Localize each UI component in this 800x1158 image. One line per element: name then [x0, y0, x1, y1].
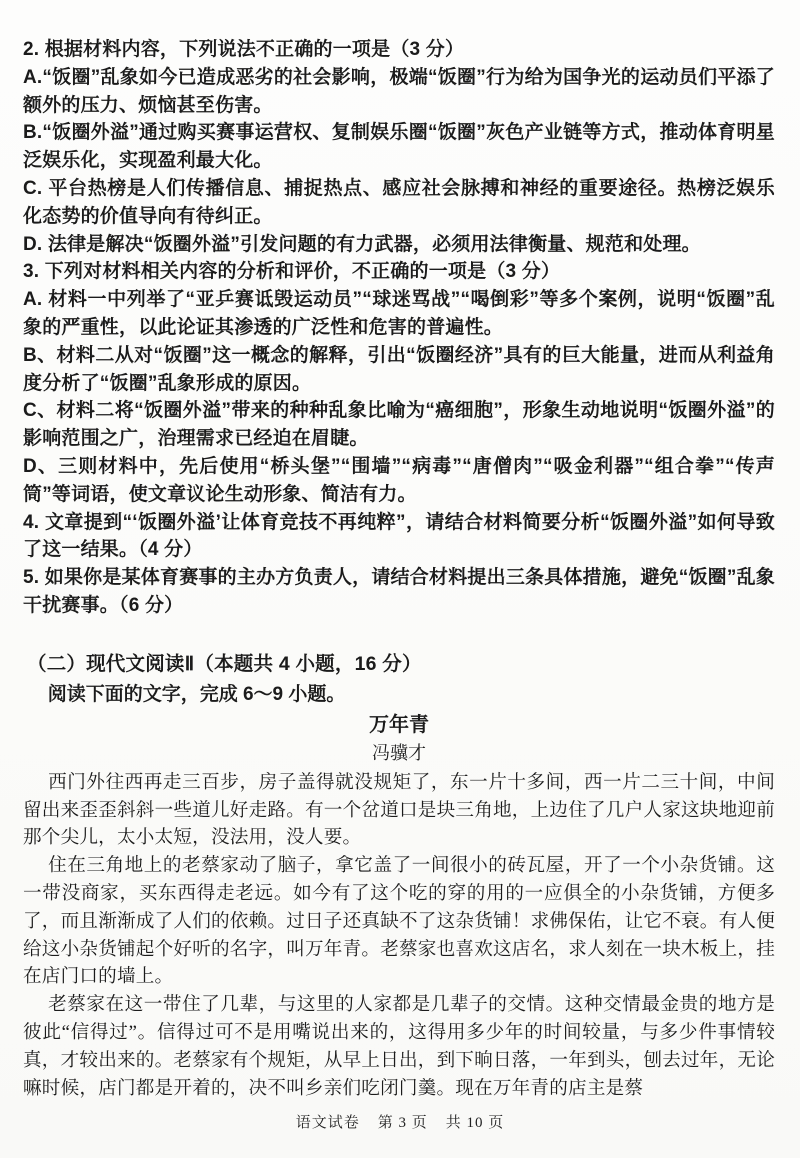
question-5-text: 如果你是某体育赛事的主办方负责人，请结合材料提出三条具体措施，避免“饭圈”乱象干扰赛事。（6 分）	[23, 567, 775, 616]
passage-paragraph-3: 老蔡家在这一带住了几辈，与这里的人家都是几辈子的交情。这种交情最金贵的地方是彼此“信得过”。信得过可不是用嘴说出来的，这得用多少年的时间较量，与多少件事情较真，才较出来的。老蔡家有个规矩，从早上日出，到下晌日落，一年到头，刨去过年，无论嘛时候，店门都是开着的，决不叫乡亲们吃闭门羹。现在万年青的店主是蔡	[23, 994, 775, 1099]
question-2-option-c	[23, 175, 775, 231]
question-3-stem-text: 下列对材料相关内容的分析和评价，不正确的一项是（3 分）	[39, 261, 561, 283]
option-a-text: 材料一中列举了“亚乒赛诋毁运动员”“球迷骂战”“喝倒彩”等多个案例，说明“饭圈”乱象的严重性，以此论证其渗透的广泛性和危害的普遍性。	[23, 289, 775, 338]
passage-author: 冯骥才	[372, 742, 426, 763]
option-b-label: B、	[23, 344, 57, 366]
page-footer	[0, 1111, 800, 1132]
reading-instruction: 阅读下面的文字，完成 6～9 小题。	[47, 683, 346, 705]
option-c-label: C.	[23, 177, 43, 199]
footer-page-total: 共 10 页	[445, 1115, 505, 1131]
question-4-text: 文章提到“‘饭圈外溢’让体育竞技不再纯粹”，请结合材料简要分析“饭圈外溢”如何导致了这一结果。（4 分）	[23, 511, 775, 561]
option-c-text: 材料二将“饭圈外溢”带来的种种乱象比喻为“癌细胞”，形象生动地说明“饭圈外溢”的影响范围之广，治理需求已经迫在眉睫。	[23, 400, 775, 450]
question-2-number: 2.	[23, 39, 40, 60]
passage-title: 万年青	[369, 713, 429, 736]
question-3-number: 3.	[23, 261, 40, 283]
question-2-option-b	[23, 119, 775, 175]
footer-page-number: 第 3 页	[377, 1115, 428, 1131]
option-c-label: C、	[23, 400, 57, 422]
question-3-option-d	[23, 453, 775, 509]
reading-section	[23, 650, 775, 1103]
passage-paragraph-2: 住在三角地上的老蔡家动了脑子，拿它盖了一间很小的砖瓦屋，开了一个小杂货铺。这一带没商家，买东西得走老远。如今有了这个吃的穿的用的一应俱全的小杂货铺，方便多了，而且渐渐成了人们的依赖。过日子还真缺不了这杂货铺！求佛保佑，让它不衰。有人便给这小杂货铺起个好听的名字，叫万年青。老蔡家也喜欢这店名，求人刻在一块木板上，挂在店门口的墙上。	[23, 855, 775, 988]
section-heading: （二）现代文阅读Ⅱ（本题共 4 小题，16 分）	[27, 652, 422, 675]
option-d-label: D.	[23, 233, 43, 255]
question-5	[23, 564, 775, 620]
question-2-option-d	[23, 231, 775, 259]
option-d-text: 法律是解决“饭圈外溢”引发问题的有力武器，必须用法律衡量、规范和处理。	[42, 233, 701, 255]
question-3-option-b	[23, 342, 775, 398]
question-3-option-c	[23, 397, 775, 453]
question-2-option-a	[23, 64, 775, 120]
footer-doc-label: 语文试卷	[295, 1115, 360, 1131]
option-a-label: A.	[23, 66, 43, 88]
option-d-text: 三则材料中，先后使用“桥头堡”“围墙”“病毒”“唐僧肉”“吸金利器”“组合拳”“传声筒”等词语，使文章议论生动形象、简洁有力。	[23, 455, 776, 505]
question-block	[23, 36, 775, 620]
passage-paragraph-1: 西门外往西再走三百步，房子盖得就没规矩了，东一片十多间，西一片二三十间，中间留出来歪歪斜斜一些道儿好走路。有一个岔道口是块三角地，上边住了几户人家这块地迎前那个尖儿，太小太短，没法用，没人要。	[23, 771, 775, 849]
passage-body	[23, 769, 775, 1103]
question-5-number: 5.	[23, 567, 40, 589]
option-b-label: B.	[23, 122, 43, 144]
option-b-text: “饭圈外溢”通过购买赛事运营权、复制娱乐圈“饭圈”灰色产业链等方式，推动体育明星泛娱乐化，实现盈利最大化。	[23, 122, 775, 172]
question-2-stem	[23, 36, 775, 64]
question-2-stem-text: 根据材料内容，下列说法不正确的一项是（3 分）	[39, 39, 465, 60]
question-4-number: 4.	[23, 511, 40, 533]
question-3-option-a	[23, 286, 775, 342]
option-a-text: “饭圈”乱象如今已造成恶劣的社会影响，极端“饭圈”行为给为国争光的运动员们平添了额外的压力、烦恼甚至伤害。	[23, 66, 775, 116]
option-d-label: D、	[23, 455, 59, 477]
option-a-label: A.	[23, 289, 43, 311]
option-b-text: 材料二从对“饭圈”这一概念的解释，引出“饭圈经济”具有的巨大能量，进而从利益角度分析了“饭圈”乱象形成的原因。	[23, 344, 775, 394]
option-c-text: 平台热榜是人们传播信息、捕捉热点、感应社会脉搏和神经的重要途径。热榜泛娱乐化态势的价值导向有待纠正。	[23, 177, 775, 227]
question-4	[23, 509, 775, 565]
question-3-stem	[23, 258, 775, 286]
